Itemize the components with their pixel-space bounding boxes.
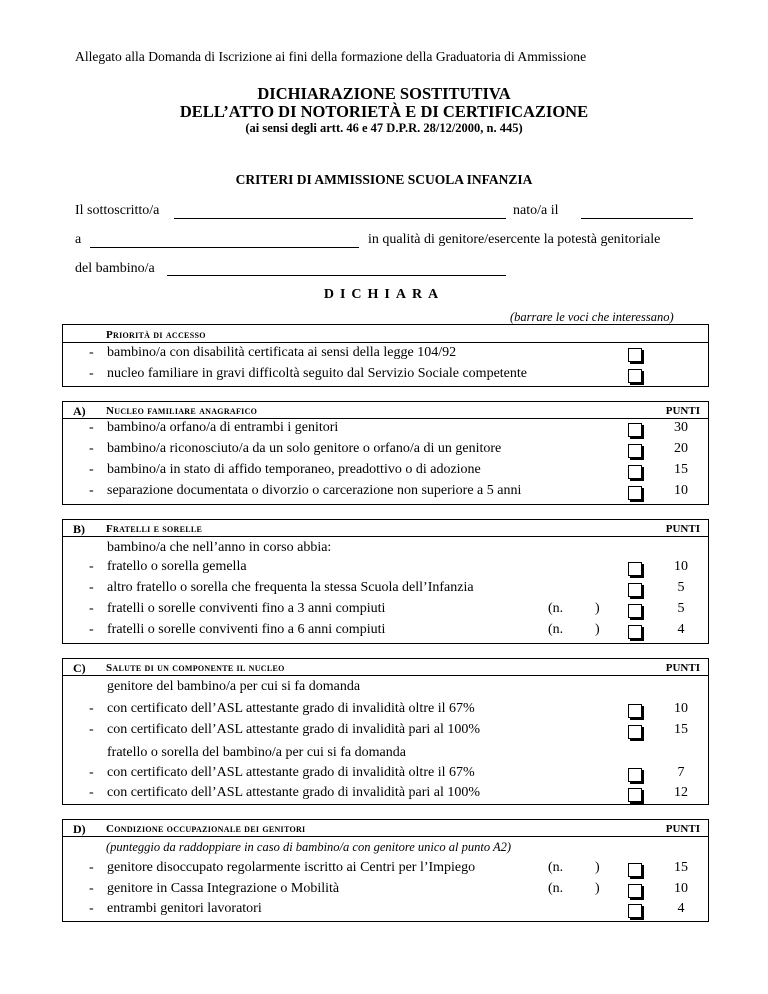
document-title-line2: DELL’ATTO DI NOTORIETÀ E DI CERTIFICAZIONE	[179, 102, 589, 121]
list-item: - altro fratello o sorella che frequenta la stessa Scuola dell’Infanzia 5	[89, 580, 685, 595]
section-priorita-title: Priorità di accesso	[106, 329, 206, 341]
checkbox[interactable]	[628, 583, 642, 597]
points-header: PUNTI	[665, 523, 700, 535]
criteria-heading: CRITERI DI AMMISSIONE SCUOLA INFANZIA	[235, 172, 533, 187]
section-priorita	[62, 324, 709, 387]
label-qualita: in qualità di genitore/esercente la potestà genitoriale	[368, 232, 661, 247]
checkbox[interactable]	[628, 444, 642, 458]
checkbox[interactable]	[628, 704, 642, 718]
section-b-title: Fratelli e sorelle	[106, 523, 203, 535]
checkbox[interactable]	[628, 625, 642, 639]
attachment-header: Allegato alla Domanda di Iscrizione ai fini della formazione della Graduatoria di Ammissione	[75, 49, 587, 64]
list-item: - genitore in Cassa Integrazione o Mobilità (n. ) 10	[89, 881, 688, 896]
points-header: PUNTI	[665, 662, 700, 674]
section-c	[62, 658, 709, 805]
list-item: - bambino/a riconosciuto/a da un solo genitore o orfano/a di un genitore 20	[89, 441, 688, 456]
list-item: - con certificato dell’ASL attestante grado di invalidità oltre il 67% 10	[89, 701, 688, 716]
document-legal-reference: (ai sensi degli artt. 46 e 47 D.P.R. 28/12/2000, n. 445)	[245, 121, 523, 135]
checkbox[interactable]	[628, 768, 642, 782]
list-item: - separazione documentata o divorzio o carcerazione non superiore a 5 anni 10	[89, 483, 688, 498]
birth-place-field[interactable]	[90, 247, 359, 248]
checkbox[interactable]	[628, 788, 642, 802]
checkbox[interactable]	[628, 604, 642, 618]
checkbox[interactable]	[628, 465, 642, 479]
label-sottoscritto: Il sottoscritto/a	[75, 203, 160, 218]
section-d-note: (punteggio da raddoppiare in caso di bambino/a con genitore unico al punto A2)	[106, 840, 512, 854]
sottoscritto-field[interactable]	[174, 218, 506, 219]
document-title-line1: DICHIARAZIONE SOSTITUTIVA	[257, 84, 511, 103]
instruction-note: (barrare le voci che interessano)	[510, 310, 674, 324]
list-item: - genitore disoccupato regolarmente iscritto ai Centri per l’Impiego (n. ) 15	[89, 860, 688, 875]
list-item: - con certificato dell’ASL attestante grado di invalidità pari al 100% 15	[89, 722, 688, 737]
checkbox[interactable]	[628, 725, 642, 739]
section-c-intro-parent: genitore del bambino/a per cui si fa domanda	[107, 679, 361, 694]
checkbox[interactable]	[628, 884, 642, 898]
label-nato: nato/a il	[513, 203, 559, 218]
list-item: - entrambi genitori lavoratori 4	[89, 901, 685, 916]
list-item: - bambino/a orfano/a di entrambi i genitori 30	[89, 420, 688, 435]
section-c-title: Salute di un componente il nucleo	[106, 662, 285, 674]
list-item: - fratello o sorella gemella 10	[89, 559, 688, 574]
list-item: - con certificato dell’ASL attestante grado di invalidità pari al 100% 12	[89, 785, 688, 800]
list-item: - con certificato dell’ASL attestante grado di invalidità oltre il 67% 7	[89, 765, 685, 780]
section-c-intro-sibling: fratello o sorella del bambino/a per cui si fa domanda	[107, 745, 406, 760]
checkbox[interactable]	[628, 904, 642, 918]
list-item: - bambino/a con disabilità certificata ai sensi della legge 104/92	[63, 345, 708, 366]
points-header: PUNTI	[665, 405, 700, 417]
section-d-title: Condizione occupazionale dei genitori	[106, 823, 306, 835]
checkbox[interactable]	[628, 348, 642, 362]
checkbox[interactable]	[628, 423, 642, 437]
dichiara-heading: DICHIARA	[323, 287, 445, 302]
section-c-letter: C)	[73, 661, 86, 675]
section-b-intro: bambino/a che nell’anno in corso abbia:	[107, 540, 332, 555]
label-a: a	[75, 232, 82, 247]
section-a-title: Nucleo familiare anagrafico	[106, 405, 258, 417]
list-item: - bambino/a in stato di affido temporaneo, preadottivo o di adozione 15	[89, 462, 688, 477]
section-d-letter: D)	[73, 822, 86, 836]
section-a-letter: A)	[73, 404, 86, 418]
section-a	[62, 401, 709, 505]
birth-date-field[interactable]	[581, 218, 693, 219]
label-bambino: del bambino/a	[75, 261, 155, 276]
points-header: PUNTI	[665, 823, 700, 835]
checkbox[interactable]	[628, 562, 642, 576]
section-b-letter: B)	[73, 522, 85, 536]
checkbox[interactable]	[628, 486, 642, 500]
checkbox[interactable]	[628, 369, 642, 383]
list-item: - nucleo familiare in gravi difficoltà seguito dal Servizio Sociale competente	[63, 366, 708, 387]
child-name-field[interactable]	[167, 275, 506, 276]
section-d	[62, 819, 709, 922]
section-b	[62, 519, 709, 644]
list-item: - fratelli o sorelle conviventi fino a 6 anni compiuti (n. ) 4	[89, 622, 685, 637]
checkbox[interactable]	[628, 863, 642, 877]
list-item: - fratelli o sorelle conviventi fino a 3 anni compiuti (n. ) 5	[89, 601, 685, 616]
